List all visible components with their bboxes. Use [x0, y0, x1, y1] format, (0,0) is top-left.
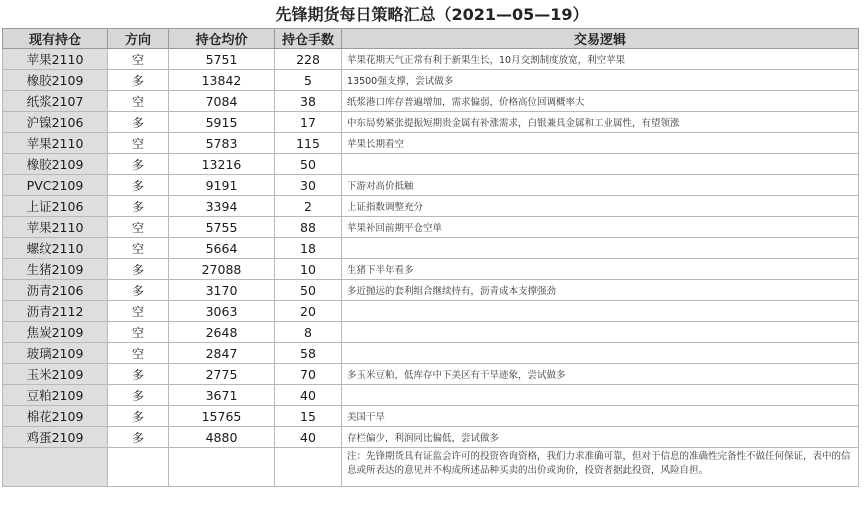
- direction-cell: 多: [108, 70, 169, 91]
- direction-cell: 空: [108, 217, 169, 238]
- lots-cell: 50: [275, 280, 342, 301]
- lots-cell: 50: [275, 154, 342, 175]
- direction-cell: 多: [108, 280, 169, 301]
- avg-price-cell: 5783: [169, 133, 275, 154]
- trade-logic-cell: 13500强支撑，尝试做多: [342, 70, 859, 91]
- trade-logic-cell: [342, 322, 859, 343]
- avg-price-cell: 13842: [169, 70, 275, 91]
- lots-cell: 70: [275, 364, 342, 385]
- header-trade-logic: 交易逻辑: [342, 29, 859, 49]
- lots-cell: 18: [275, 238, 342, 259]
- trade-logic-cell: 纸浆港口库存普遍增加，需求偏弱，价格高位回调概率大: [342, 91, 859, 112]
- holding-cell: 沥青2106: [3, 280, 108, 301]
- header-holding: 现有持仓: [3, 29, 108, 49]
- avg-price-cell: 5915: [169, 112, 275, 133]
- lots-cell: 115: [275, 133, 342, 154]
- lots-cell: 5: [275, 70, 342, 91]
- table-row: [3, 238, 859, 259]
- avg-price-cell: 2648: [169, 322, 275, 343]
- table-row: [3, 154, 859, 175]
- trade-logic-cell: 多近抛远的套利组合继续持有，沥青成本支撑强劲: [342, 280, 859, 301]
- table-row: [3, 427, 859, 448]
- trade-logic-cell: 苹果长期看空: [342, 133, 859, 154]
- trade-logic-cell: [342, 154, 859, 175]
- direction-cell: 多: [108, 364, 169, 385]
- direction-cell: 空: [108, 49, 169, 70]
- table-row: [3, 112, 859, 133]
- avg-price-cell: 3671: [169, 385, 275, 406]
- direction-cell: 多: [108, 427, 169, 448]
- lots-cell: 2: [275, 196, 342, 217]
- holding-cell: 豆粕2109: [3, 385, 108, 406]
- avg-price-cell: 9191: [169, 175, 275, 196]
- holding-cell: 橡胶2109: [3, 70, 108, 91]
- trade-logic-cell: [342, 238, 859, 259]
- holding-cell: 玉米2109: [3, 364, 108, 385]
- avg-price-cell: 5755: [169, 217, 275, 238]
- trade-logic-cell: [342, 301, 859, 322]
- trade-logic-cell: 多玉米豆粕，低库存中下美区有干旱迹象，尝试做多: [342, 364, 859, 385]
- table-row: [3, 196, 859, 217]
- holding-cell: PVC2109: [3, 175, 108, 196]
- holding-cell: 苹果2110: [3, 217, 108, 238]
- direction-cell: 多: [108, 406, 169, 427]
- direction-cell: 多: [108, 112, 169, 133]
- lots-cell: 58: [275, 343, 342, 364]
- footer-empty-cell: [275, 448, 342, 487]
- avg-price-cell: 27088: [169, 259, 275, 280]
- footer-empty-cell: [169, 448, 275, 487]
- holding-cell: 纸浆2107: [3, 91, 108, 112]
- holding-cell: 螺纹2110: [3, 238, 108, 259]
- lots-cell: 30: [275, 175, 342, 196]
- table-row: [3, 70, 859, 91]
- trade-logic-cell: [342, 385, 859, 406]
- avg-price-cell: 7084: [169, 91, 275, 112]
- holding-cell: 鸡蛋2109: [3, 427, 108, 448]
- table-row: [3, 217, 859, 238]
- lots-cell: 88: [275, 217, 342, 238]
- lots-cell: 40: [275, 385, 342, 406]
- table-row: [3, 175, 859, 196]
- table-row: [3, 91, 859, 112]
- table-row: [3, 322, 859, 343]
- holding-cell: 沥青2112: [3, 301, 108, 322]
- avg-price-cell: 5664: [169, 238, 275, 259]
- disclaimer-note: 注：先锋期货具有证监会许可的投资咨询资格，我们力求准确可靠，但对于信息的准确性完备性不做任何保证，表中的信息或所表达的意见并不构成所述品种买卖的出价或询价，投资者据此投资，风险自担。: [342, 448, 859, 487]
- lots-cell: 10: [275, 259, 342, 280]
- trade-logic-cell: 中东局势紧张提振短期贵金属有补涨需求，白银兼具金属和工业属性，有望领涨: [342, 112, 859, 133]
- direction-cell: 空: [108, 301, 169, 322]
- footer-empty-cell: [3, 448, 108, 487]
- avg-price-cell: 13216: [169, 154, 275, 175]
- table-row: [3, 364, 859, 385]
- trade-logic-cell: 苹果补回前期平仓空单: [342, 217, 859, 238]
- footer-row: [3, 448, 859, 487]
- lots-cell: 228: [275, 49, 342, 70]
- table-row: [3, 385, 859, 406]
- direction-cell: 空: [108, 133, 169, 154]
- direction-cell: 多: [108, 154, 169, 175]
- table-row: [3, 280, 859, 301]
- table-row: [3, 259, 859, 280]
- lots-cell: 20: [275, 301, 342, 322]
- lots-cell: 15: [275, 406, 342, 427]
- trade-logic-cell: 生猪下半年看多: [342, 259, 859, 280]
- holding-cell: 橡胶2109: [3, 154, 108, 175]
- avg-price-cell: 3063: [169, 301, 275, 322]
- avg-price-cell: 2775: [169, 364, 275, 385]
- lots-cell: 17: [275, 112, 342, 133]
- avg-price-cell: 15765: [169, 406, 275, 427]
- lots-cell: 40: [275, 427, 342, 448]
- header-lots: 持仓手数: [275, 29, 342, 49]
- positions-table: [2, 28, 859, 487]
- direction-cell: 多: [108, 175, 169, 196]
- direction-cell: 多: [108, 385, 169, 406]
- direction-cell: 空: [108, 238, 169, 259]
- header-direction: 方向: [108, 29, 169, 49]
- holding-cell: 焦炭2109: [3, 322, 108, 343]
- table-row: [3, 301, 859, 322]
- header-row: [3, 29, 859, 49]
- trade-logic-cell: 美国干旱: [342, 406, 859, 427]
- holding-cell: 沪镍2106: [3, 112, 108, 133]
- holding-cell: 苹果2110: [3, 49, 108, 70]
- table-row: [3, 406, 859, 427]
- avg-price-cell: 3394: [169, 196, 275, 217]
- avg-price-cell: 2847: [169, 343, 275, 364]
- sheet-title: 先锋期货每日策略汇总（2021—05—19）: [275, 5, 589, 24]
- trade-logic-cell: 下游对高价抵触: [342, 175, 859, 196]
- footer-empty-cell: [108, 448, 169, 487]
- avg-price-cell: 5751: [169, 49, 275, 70]
- direction-cell: 空: [108, 343, 169, 364]
- table-row: [3, 343, 859, 364]
- holding-cell: 苹果2110: [3, 133, 108, 154]
- direction-cell: 空: [108, 91, 169, 112]
- trade-logic-cell: 存栏偏少，利润同比偏低，尝试做多: [342, 427, 859, 448]
- header-avg-price: 持仓均价: [169, 29, 275, 49]
- table-row: [3, 133, 859, 154]
- table-row: [3, 49, 859, 70]
- lots-cell: 38: [275, 91, 342, 112]
- trade-logic-cell: 苹果花期天气正常有利于新果生长，10月交割制度放宽，利空苹果: [342, 49, 859, 70]
- direction-cell: 空: [108, 322, 169, 343]
- trade-logic-cell: [342, 343, 859, 364]
- direction-cell: 多: [108, 259, 169, 280]
- holding-cell: 上证2106: [3, 196, 108, 217]
- holding-cell: 棉花2109: [3, 406, 108, 427]
- avg-price-cell: 4880: [169, 427, 275, 448]
- trade-logic-cell: 上证指数调整充分: [342, 196, 859, 217]
- avg-price-cell: 3170: [169, 280, 275, 301]
- holding-cell: 生猪2109: [3, 259, 108, 280]
- holding-cell: 玻璃2109: [3, 343, 108, 364]
- lots-cell: 8: [275, 322, 342, 343]
- direction-cell: 多: [108, 196, 169, 217]
